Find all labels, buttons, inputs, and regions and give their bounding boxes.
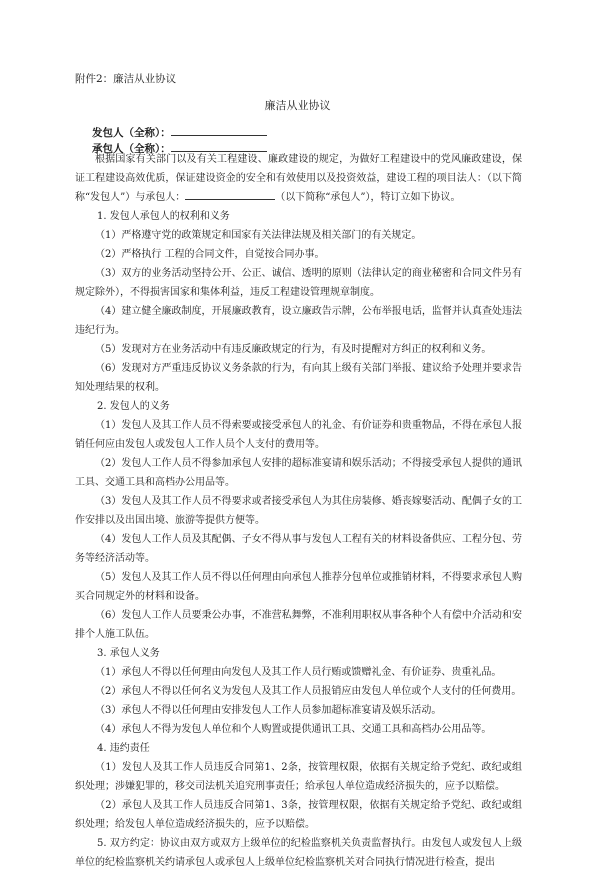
- clause-paragraph: （2）承包人及其工作人员违反合同第1、3条，按管理权限，依据有关规定给予党纪、政纪或组织处理；给发包人单位造成经济损失的，应予以赔偿。: [75, 800, 522, 830]
- clause-paragraph: （1）发包人及其工作人员不得索要或接受承包人的礼金、有价证券和贵重物品，不得在承包人报销任何应由发包人或发包人工作人员个人支付的费用等。: [75, 420, 522, 450]
- party-a-label: 发包人（全称）：: [92, 127, 171, 139]
- preamble-text-before: 根据国家有关部门以及有关工程建设、廉政建设的规定，为做好工程建设中的党风廉政建设，保证工程建设高效优质，保证建设资金的安全和有效使用以及投资效益，建设工程的项目法人：（以下简称“发包人”）与承包人：: [75, 154, 522, 203]
- document-body: [75, 150, 522, 872]
- clause-paragraph: （2）发包人工作人员不得参加承包人安排的超标准宴请和娱乐活动；不得接受承包人提供的通讯工具、交通工具和高档办公用品等。: [75, 458, 522, 488]
- clause-paragraph: （6）发现对方严重违反协议义务条款的行为，有向其上级有关部门举报、建议给予处理并要求告知处理结果的权利。: [75, 363, 522, 393]
- section-heading: 2. 发包人的义务: [97, 401, 170, 412]
- party-a-line: [92, 124, 267, 140]
- clause-paragraph: （5）发现对方在业务活动中有违反廉政规定的行为，有及时提醒对方纠正的权利和义务。: [95, 344, 492, 355]
- document-title: 廉洁从业协议: [264, 99, 331, 112]
- section-heading: 5. 双方约定：协议由双方或双方上级单位的纪检监察机关负责监督执行。由发包人或发包人上级单位的纪检监察机关约请承包人或承包人上级单位纪检监察机关对合同执行情况进行检查，提出: [75, 838, 522, 868]
- contractor-blank: [185, 189, 275, 200]
- clause-paragraph: （1）承包人不得以任何理由向发包人及其工作人员行贿或馈赠礼金、有价证券、贵重礼品。: [95, 667, 502, 678]
- clause-list: [75, 207, 522, 872]
- clause-paragraph: （6）发包人工作人员要秉公办事，不准营私舞弊，不准利用职权从事各种个人有偿中介活动和安排个人施工队伍。: [75, 610, 522, 640]
- clause-paragraph: （3）双方的业务活动坚持公开、公正、诚信、透明的原则（法律认定的商业秘密和合同文件另有规定除外），不得损害国家和集体利益，违反工程建设管理规章制度。: [75, 268, 522, 298]
- clause-paragraph: （2）承包人不得以任何名义为发包人及其工作人员报销应由发包人单位或个人支付的任何费用。: [95, 686, 522, 697]
- party-b-label: 承包人（全称）：: [92, 143, 171, 155]
- party-a-blank: [171, 124, 267, 136]
- preamble-text-after: （以下简称“承包人”），特订立如下协议。: [275, 192, 461, 203]
- clause-paragraph: （1）严格遵守党的政策规定和国家有关法律法规及相关部门的有关规定。: [95, 230, 422, 241]
- clause-paragraph: （4）承包人不得为发包人单位和个人购置或提供通讯工具、交通工具和高档办公用品等。: [95, 724, 492, 735]
- clause-paragraph: （4）发包人工作人员及其配偶、子女不得从事与发包人工程有关的材料设备供应、工程分包、劳务等经济活动等。: [75, 534, 522, 564]
- preamble-paragraph: [75, 150, 522, 207]
- clause-paragraph: （4）建立健全廉政制度，开展廉政教育，设立廉政告示牌，公布举报电话，监督并认真查处违法违纪行为。: [75, 306, 522, 336]
- clause-paragraph: （1）发包人及其工作人员违反合同第1、2条，按管理权限，依据有关规定给予党纪、政纪或组织处理；涉嫌犯罪的，移交司法机关追究刑事责任；给承包人单位造成经济损失的，应予以赔偿。: [75, 762, 522, 792]
- clause-paragraph: （5）发包人及其工作人员不得以任何理由向承包人推荐分包单位或推销材料，不得要求承包人购买合同规定外的材料和设备。: [75, 572, 522, 602]
- clause-paragraph: （3）发包人及其工作人员不得要求或者接受承包人为其住房装修、婚丧嫁娶活动、配偶子女的工作安排以及出国出境、旅游等提供方便等。: [75, 496, 522, 526]
- attachment-label: 附件2：廉洁从业协议: [75, 73, 177, 85]
- clause-paragraph: （3）承包人不得以任何理由安排发包人工作人员参加超标准宴请及娱乐活动。: [95, 705, 442, 716]
- section-heading: 4. 违约责任: [97, 743, 150, 754]
- section-heading: 3. 承包人义务: [97, 648, 160, 659]
- section-heading: 1. 发包人承包人的权利和义务: [97, 211, 230, 222]
- clause-paragraph: （2）严格执行 工程的合同文件，自觉按合同办事。: [95, 249, 325, 260]
